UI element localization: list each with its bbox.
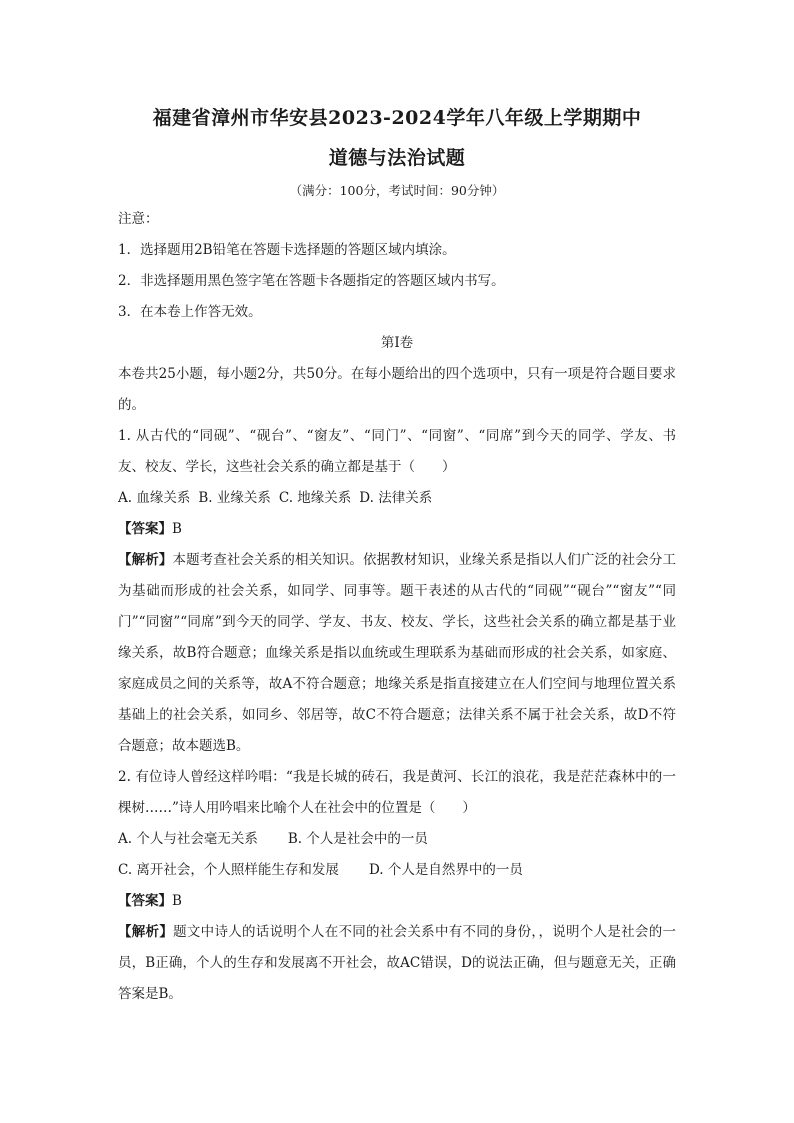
answer-label: 【答案】 (118, 893, 172, 909)
option-b: B. 业缘关系 (198, 490, 271, 506)
score-note: （满分：100分，考试时间：90分钟） (289, 183, 505, 198)
option-a: A. 血缘关系 (118, 490, 191, 506)
notice-item: 1．选择题用2B铅笔在答题卡选择题的答题区域内填涂。 (118, 242, 456, 258)
answer-line (118, 514, 676, 545)
section-instructions: 本卷共25小题，每小题2分，共50分。在每小题给出的四个选项中，只有一项是符合题目要求的。 (118, 366, 676, 413)
page-title: 福建省漳州市华安县2023-2024学年八年级上学期期中 (152, 107, 642, 129)
answer-value: B (172, 893, 182, 909)
question-options (118, 855, 676, 886)
option-a: A. 个人与社会毫无关系 (118, 831, 258, 847)
answer-line (118, 886, 676, 917)
analysis-label: 【解析】 (118, 924, 174, 940)
analysis-paragraph (118, 917, 676, 1010)
question-options (118, 483, 676, 514)
section-title: 第Ⅰ卷 (380, 335, 414, 351)
page-subtitle: 道德与法治试题 (328, 147, 466, 169)
analysis-text: 本题考查社会关系的相关知识。依据教材知识，业缘关系是指以人们广泛的社会分工为基础而形成的社会关系，如同学、同事等。题干表述的从古代的“同砚”“砚台”“窗友”“同门”“同窗”“同席”到今天的同学、学友、书友、校友、学长，这些社会关系的确立都是基于业缘关系，故B符合题意；血缘关系是指以血统或生理联系为基础而形成的社会关系，如家庭、家庭成员之间的关系等，故A不符合题意；地缘关系是指直接建立在人们空间与地理位置关系基础上的社会关系，如同乡、邻居等，故C不符合题意；法律关系不属于社会关系，故D不符合题意；故本题选B。 (118, 552, 677, 754)
option-d: D. 个人是自然界中的一员 (368, 862, 523, 878)
question-stem: 2. 有位诗人曾经这样吟唱：“我是长城的砖石，我是黄河、长江的浪花，我是茫茫森林中的一棵树……”诗人用吟唱来比喻个人在社会中的位置是（ ） (118, 769, 676, 816)
option-c: C. 离开社会，个人照样能生存和发展 (118, 862, 339, 878)
option-c: C. 地缘关系 (278, 490, 352, 506)
analysis-label: 【解析】 (118, 552, 173, 568)
question-options (118, 824, 676, 855)
notice-item: 3．在本卷上作答无效。 (118, 304, 262, 320)
answer-label: 【答案】 (118, 521, 172, 537)
analysis-paragraph (118, 545, 676, 762)
question-stem: 1. 从古代的“同砚”、“砚台”、“窗友”、“同门”、“同窗”、“同席”到今天的同学、学友、书友、校友、学长，这些社会关系的确立都是基于（ ） (118, 428, 676, 475)
analysis-text: 题文中诗人的话说明个人在不同的社会关系中有不同的身份，，说明个人是社会的一员，B正确，个人的生存和发展离不开社会，故AC错误，D的说法正确，但与题意无关，正确答案是B。 (118, 924, 676, 1002)
notice-item: 2．非选择题用黑色签字笔在答题卡各题指定的答题区域内书写。 (118, 273, 505, 289)
notice-heading: 注意： (118, 211, 159, 227)
option-d: D. 法律关系 (359, 490, 433, 506)
option-b: B. 个人是社会中的一员 (287, 831, 428, 847)
answer-value: B (172, 521, 182, 537)
